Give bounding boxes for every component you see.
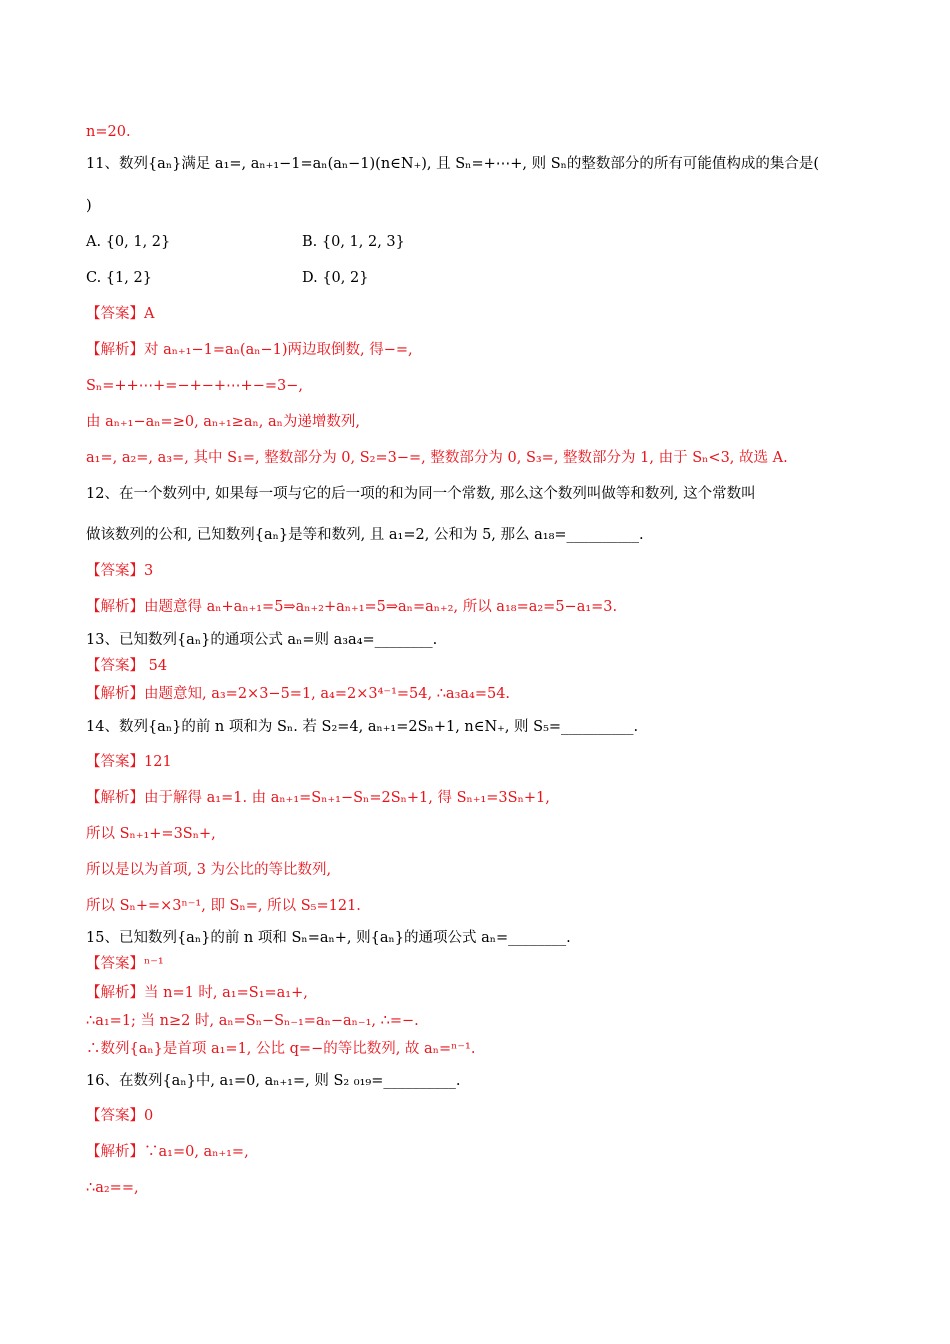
analysis-14: 【解析】由于解得 a₁=1. 由 aₙ₊₁=Sₙ₊₁−Sₙ=2Sₙ+1, 得 Sₙ₊₁=3Sₙ+1, — [86, 790, 550, 806]
option-a: A. {0, 1, 2} — [86, 234, 171, 250]
answer-16: 【答案】0 — [86, 1108, 154, 1124]
question-16: 16、在数列{aₙ}中, a₁=0, aₙ₊₁=, 则 S₂ ₀₁₉=__________. — [86, 1073, 461, 1089]
option-c: C. {1, 2} — [86, 270, 152, 286]
question-11-paren: ) — [86, 198, 92, 214]
analysis-12: 【解析】由题意得 aₙ+aₙ₊₁=5⇒aₙ₊₂+aₙ₊₁=5⇒aₙ=aₙ₊₂, 所以 a₁₈=a₂=5−a₁=3. — [86, 599, 618, 615]
answer-13: 【答案】 54 — [86, 658, 168, 674]
analysis-13: 【解析】由题意知, a₃=2×3−5=1, a₄=2×3⁴⁻¹=54, ∴a₃a₄=54. — [86, 686, 511, 702]
analysis-11-line: a₁=, a₂=, a₃=, 其中 S₁=, 整数部分为 0, S₂=3−=, 整数部分为 0, S₃=, 整数部分为 1, 由于 Sₙ<3, 故选 A. — [86, 450, 788, 466]
answer-12: 【答案】3 — [86, 563, 154, 579]
text-line: n=20. — [86, 124, 131, 140]
question-11: 11、数列{aₙ}满足 a₁=, aₙ₊₁−1=aₙ(aₙ−1)(n∈N₊), 且 Sₙ=+⋯+, 则 Sₙ的整数部分的所有可能值构成的集合是( — [86, 156, 820, 172]
answer-15: 【答案】ⁿ⁻¹ — [86, 956, 164, 972]
answer-11: 【答案】A — [86, 306, 155, 322]
analysis-11-line: 由 aₙ₊₁−aₙ=≥0, aₙ₊₁≥aₙ, aₙ为递增数列, — [86, 414, 360, 430]
answer-14: 【答案】121 — [86, 754, 172, 770]
analysis-14-line: 所以 Sₙ+=×3ⁿ⁻¹, 即 Sₙ=, 所以 S₅=121. — [86, 898, 361, 914]
question-12-line: 做该数列的公和, 已知数列{aₙ}是等和数列, 且 a₁=2, 公和为 5, 那么 a₁₈=__________. — [86, 527, 644, 543]
analysis-11: 【解析】对 aₙ₊₁−1=aₙ(aₙ−1)两边取倒数, 得−=, — [86, 342, 413, 358]
question-15: 15、已知数列{aₙ}的前 n 项和 Sₙ=aₙ+, 则{aₙ}的通项公式 aₙ=________. — [86, 930, 571, 946]
analysis-16: 【解析】∵a₁=0, aₙ₊₁=, — [86, 1144, 249, 1160]
analysis-14-line: 所以 Sₙ₊₁+=3Sₙ+, — [86, 826, 216, 842]
question-14: 14、数列{aₙ}的前 n 项和为 Sₙ. 若 S₂=4, aₙ₊₁=2Sₙ+1, n∈N₊, 则 S₅=__________. — [86, 719, 639, 735]
analysis-15-line: ∴a₁=1; 当 n≥2 时, aₙ=Sₙ−Sₙ₋₁=aₙ−aₙ₋₁, ∴=−. — [86, 1013, 419, 1029]
option-b: B. {0, 1, 2, 3} — [302, 234, 405, 250]
question-13: 13、已知数列{aₙ}的通项公式 aₙ=则 a₃a₄=________. — [86, 632, 438, 648]
analysis-11-line: Sₙ=++⋯+=−+−+⋯+−=3−, — [86, 378, 303, 394]
option-d: D. {0, 2} — [302, 270, 369, 286]
analysis-14-line: 所以是以为首项, 3 为公比的等比数列, — [86, 862, 332, 878]
analysis-16-line: ∴a₂==, — [86, 1180, 139, 1196]
question-12: 12、在一个数列中, 如果每一项与它的后一项的和为同一个常数, 那么这个数列叫做等和数列, 这个常数叫 — [86, 486, 756, 502]
analysis-15-line: ∴数列{aₙ}是首项 a₁=1, 公比 q=−的等比数列, 故 aₙ=ⁿ⁻¹. — [86, 1041, 476, 1057]
analysis-15: 【解析】当 n=1 时, a₁=S₁=a₁+, — [86, 985, 308, 1001]
